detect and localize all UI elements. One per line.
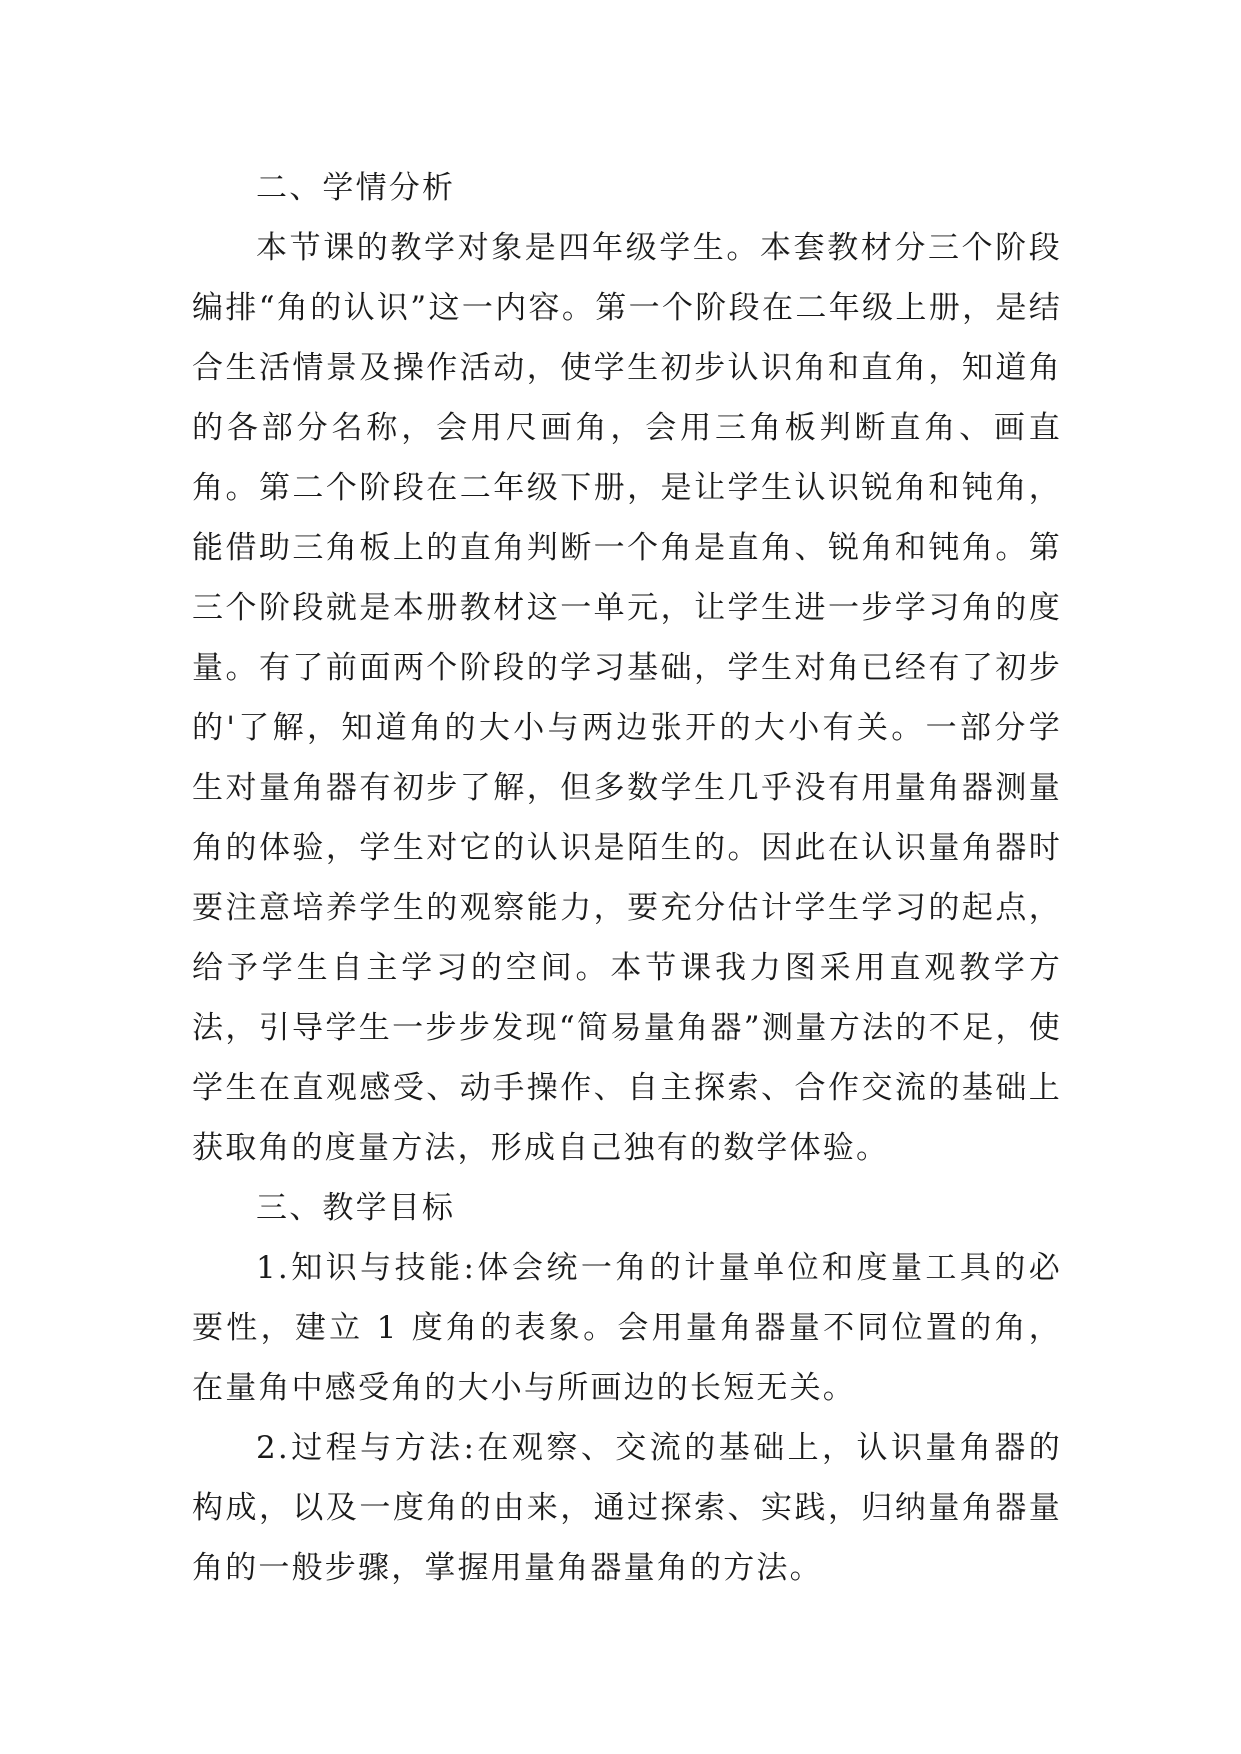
section-heading-teaching-goals: 三、教学目标 <box>256 1190 456 1226</box>
teaching-goal-process-methods: 2.过程与方法:在观察、交流的基础上，认识量角器的构成，以及一度角的由来，通过探索、实践，归纳量角器量角的一般步骤，掌握用量角器量角的方法。 <box>192 1430 1062 1586</box>
section-heading-learning-analysis: 二、学情分析 <box>256 170 456 206</box>
document-body <box>192 158 1062 1598</box>
teaching-goal-knowledge-skills: 1.知识与技能:体会统一角的计量单位和度量工具的必要性，建立 1 度角的表象。会用量角器量不同位置的角，在量角中感受角的大小与所画边的长短无关。 <box>192 1250 1062 1406</box>
learning-analysis-paragraph: 本节课的教学对象是四年级学生。本套教材分三个阶段编排“角的认识”这一内容。第一个阶段在二年级上册，是结合生活情景及操作活动，使学生初步认识角和直角，知道角的各部分名称，会用尺画角，会用三角板判断直角、画直角。第二个阶段在二年级下册，是让学生认识锐角和钝角，能借助三角板上的直角判断一个角是直角、锐角和钝角。第三个阶段就是本册教材这一单元，让学生进一步学习角的度量。有了前面两个阶段的学习基础，学生对角已经有了初步的'了解，知道角的大小与两边张开的大小有关。一部分学生对量角器有初步了解，但多数学生几乎没有用量角器测量角的体验，学生对它的认识是陌生的。因此在认识量角器时要注意培养学生的观察能力，要充分估计学生学习的起点，给予学生自主学习的空间。本节课我力图采用直观教学方法，引导学生一步步发现“简易量角器”测量方法的不足，使学生在直观感受、动手操作、自主探索、合作交流的基础上获取角的度量方法，形成自己独有的数学体验。 <box>192 230 1062 1166</box>
